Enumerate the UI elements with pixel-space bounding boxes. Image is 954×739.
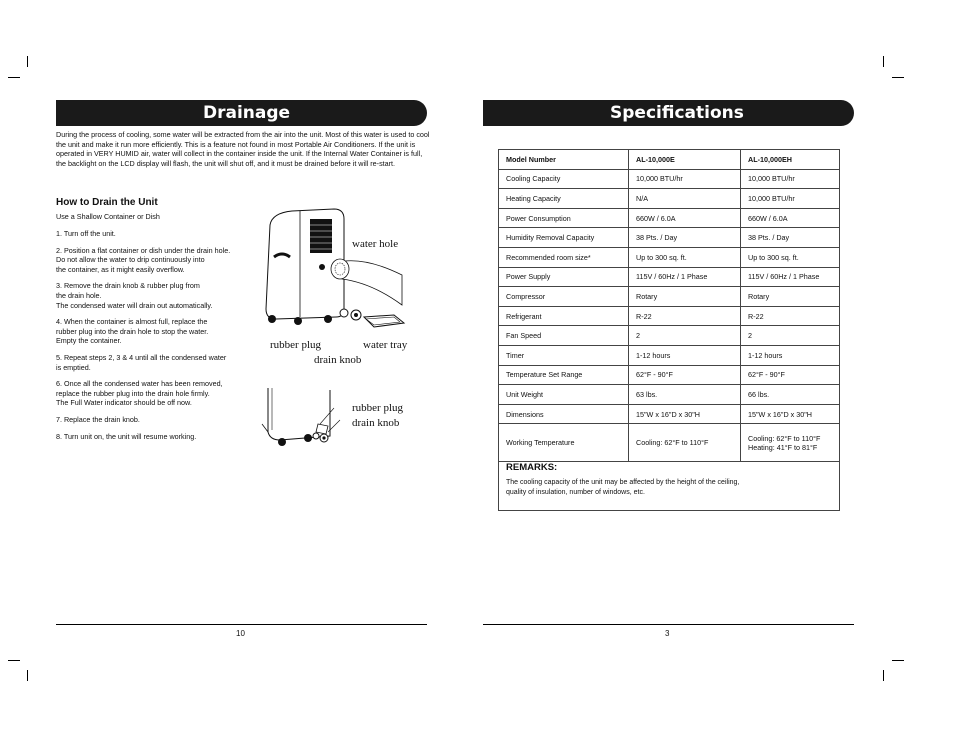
section-subheading: Use a Shallow Container or Dish bbox=[56, 212, 160, 221]
table-cell: Rotary bbox=[629, 287, 741, 307]
table-row bbox=[499, 326, 840, 346]
table-cell: R-22 bbox=[629, 306, 741, 326]
table-cell: 115V / 60Hz / 1 Phase bbox=[629, 267, 741, 287]
remarks-heading: REMARKS: bbox=[506, 462, 558, 473]
section-heading: How to Drain the Unit bbox=[56, 197, 158, 208]
table-header-cell: AL-10,000E bbox=[629, 150, 741, 170]
page-title: Specifications bbox=[610, 103, 744, 123]
table-cell: 15"W x 16"D x 30"H bbox=[629, 404, 741, 424]
page-title: Drainage bbox=[203, 103, 291, 123]
list-item: 1. Turn off the unit. bbox=[56, 229, 116, 238]
intro-paragraph: During the process of cooling, some water will be extracted from the air into the unit. Most of this water is used to cool the unit and make it run more efficiently. This is a feature not found in most Portable Air Conditioners. If the unit is operated in VERY HUMID air, water will collect in the container inside the unit. If the Internal Water Container is full, the backlight on the LCD display will flash, the unit will shut off, and it must be drained before it will re-start. bbox=[56, 130, 430, 168]
table-cell: Timer bbox=[499, 345, 629, 365]
table-cell: Power Consumption bbox=[499, 208, 629, 228]
table-cell: Fan Speed bbox=[499, 326, 629, 346]
table-cell: Cooling Capacity bbox=[499, 169, 629, 189]
table-row bbox=[499, 267, 840, 287]
table-cell: 660W / 6.0A bbox=[741, 208, 840, 228]
table-cell: Up to 300 sq. ft. bbox=[629, 247, 741, 267]
list-item: 5. Repeat steps 2, 3 & 4 until all the condensed water is emptied. bbox=[56, 352, 227, 372]
table-cell: Temperature Set Range bbox=[499, 365, 629, 385]
table-header-row bbox=[499, 150, 840, 170]
drainage-title-banner bbox=[56, 100, 427, 126]
crop-mark bbox=[27, 56, 28, 67]
table-row bbox=[499, 345, 840, 365]
drain-knob-label: drain knob bbox=[352, 417, 400, 429]
table-row bbox=[499, 306, 840, 326]
table-cell: 10,000 BTU/hr bbox=[741, 169, 840, 189]
list-item: 6. Once all the condensed water has been removed, replace the rubber plug into the drain hole firmly. The Full Water indicator should be off now. bbox=[56, 379, 223, 408]
table-cell: Working Temperature bbox=[499, 424, 629, 462]
crop-mark bbox=[27, 670, 28, 681]
crop-mark bbox=[892, 660, 904, 661]
table-cell: Rotary bbox=[741, 287, 840, 307]
page-number: 10 bbox=[236, 629, 245, 638]
footer-divider bbox=[56, 624, 427, 625]
table-cell: Up to 300 sq. ft. bbox=[741, 247, 840, 267]
remarks-box bbox=[498, 452, 840, 511]
table-cell: Dimensions bbox=[499, 404, 629, 424]
list-item: 8. Turn unit on, the unit will resume working. bbox=[56, 431, 197, 441]
remarks-text: The cooling capacity of the unit may be affected by the height of the ceiling, quality of insulation, number of windows, etc. bbox=[506, 479, 740, 496]
list-item: 3. Remove the drain knob & rubber plug from the drain hole. The condensed water will drain out automatically. bbox=[56, 281, 213, 310]
steps-list bbox=[56, 229, 256, 448]
table-cell: 62°F - 90°F bbox=[741, 365, 840, 385]
table-cell: Power Supply bbox=[499, 267, 629, 287]
table-cell: 2 bbox=[741, 326, 840, 346]
table-row bbox=[499, 247, 840, 267]
table-row bbox=[499, 228, 840, 248]
table-cell: 1-12 hours bbox=[629, 345, 741, 365]
crop-mark bbox=[883, 670, 884, 681]
table-cell: 62°F - 90°F bbox=[629, 365, 741, 385]
list-item: 7. Replace the drain knob. bbox=[56, 414, 140, 424]
table-cell: 10,000 BTU/hr bbox=[629, 169, 741, 189]
list-item: 2. Position a flat container or dish under the drain hole. Do not allow the water to drip continuously into the container, as it might easily overflow. bbox=[56, 245, 231, 274]
table-row bbox=[499, 287, 840, 307]
water-tray-label: water tray bbox=[363, 339, 408, 351]
table-row bbox=[499, 404, 840, 424]
table-header-cell: Model Number bbox=[499, 150, 629, 170]
table-cell: Cooling: 62°F to 110°F Heating: 41°F to 81°F bbox=[741, 424, 840, 462]
table-cell: N/A bbox=[629, 189, 741, 209]
drain-closeup-illustration bbox=[258, 380, 348, 450]
table-row bbox=[499, 189, 840, 209]
table-header-cell: AL-10,000EH bbox=[741, 150, 840, 170]
table-cell: 1-12 hours bbox=[741, 345, 840, 365]
table-cell: Heating Capacity bbox=[499, 189, 629, 209]
table-cell: 2 bbox=[629, 326, 741, 346]
list-item: 4. When the container is almost full, replace the rubber plug into the drain hole to stop the water. Empty the container. bbox=[56, 317, 209, 346]
table-cell: 63 lbs. bbox=[629, 385, 741, 405]
drain-knob-label: drain knob bbox=[314, 354, 362, 366]
rubber-plug-label: rubber plug bbox=[352, 402, 404, 414]
rubber-plug-label: rubber plug bbox=[270, 339, 322, 351]
crop-mark bbox=[892, 77, 904, 78]
table-cell: Recommended room size* bbox=[499, 247, 629, 267]
table-cell: Compressor bbox=[499, 287, 629, 307]
table-cell: Unit Weight bbox=[499, 385, 629, 405]
table-cell: R-22 bbox=[741, 306, 840, 326]
table-cell: 660W / 6.0A bbox=[629, 208, 741, 228]
table-cell: Cooling: 62°F to 110°F bbox=[629, 424, 741, 462]
table-cell: 15"W x 16"D x 30"H bbox=[741, 404, 840, 424]
crop-mark bbox=[8, 77, 20, 78]
table-cell: 38 Pts. / Day bbox=[629, 228, 741, 248]
crop-mark bbox=[883, 56, 884, 67]
crop-mark bbox=[8, 660, 20, 661]
table-row bbox=[499, 385, 840, 405]
table-cell: 38 Pts. / Day bbox=[741, 228, 840, 248]
water-hole-label: water hole bbox=[352, 238, 399, 250]
table-cell: 10,000 BTU/hr bbox=[741, 189, 840, 209]
table-row bbox=[499, 365, 840, 385]
table-cell: Refrigerant bbox=[499, 306, 629, 326]
table-cell: 66 lbs. bbox=[741, 385, 840, 405]
specifications-title-banner bbox=[483, 100, 854, 126]
page-number: 3 bbox=[665, 629, 670, 638]
footer-divider bbox=[483, 624, 854, 625]
ac-unit-drain-illustration bbox=[262, 205, 412, 335]
specifications-table bbox=[498, 149, 840, 462]
table-row bbox=[499, 208, 840, 228]
table-row bbox=[499, 169, 840, 189]
table-cell: 115V / 60Hz / 1 Phase bbox=[741, 267, 840, 287]
table-cell: Humidity Removal Capacity bbox=[499, 228, 629, 248]
